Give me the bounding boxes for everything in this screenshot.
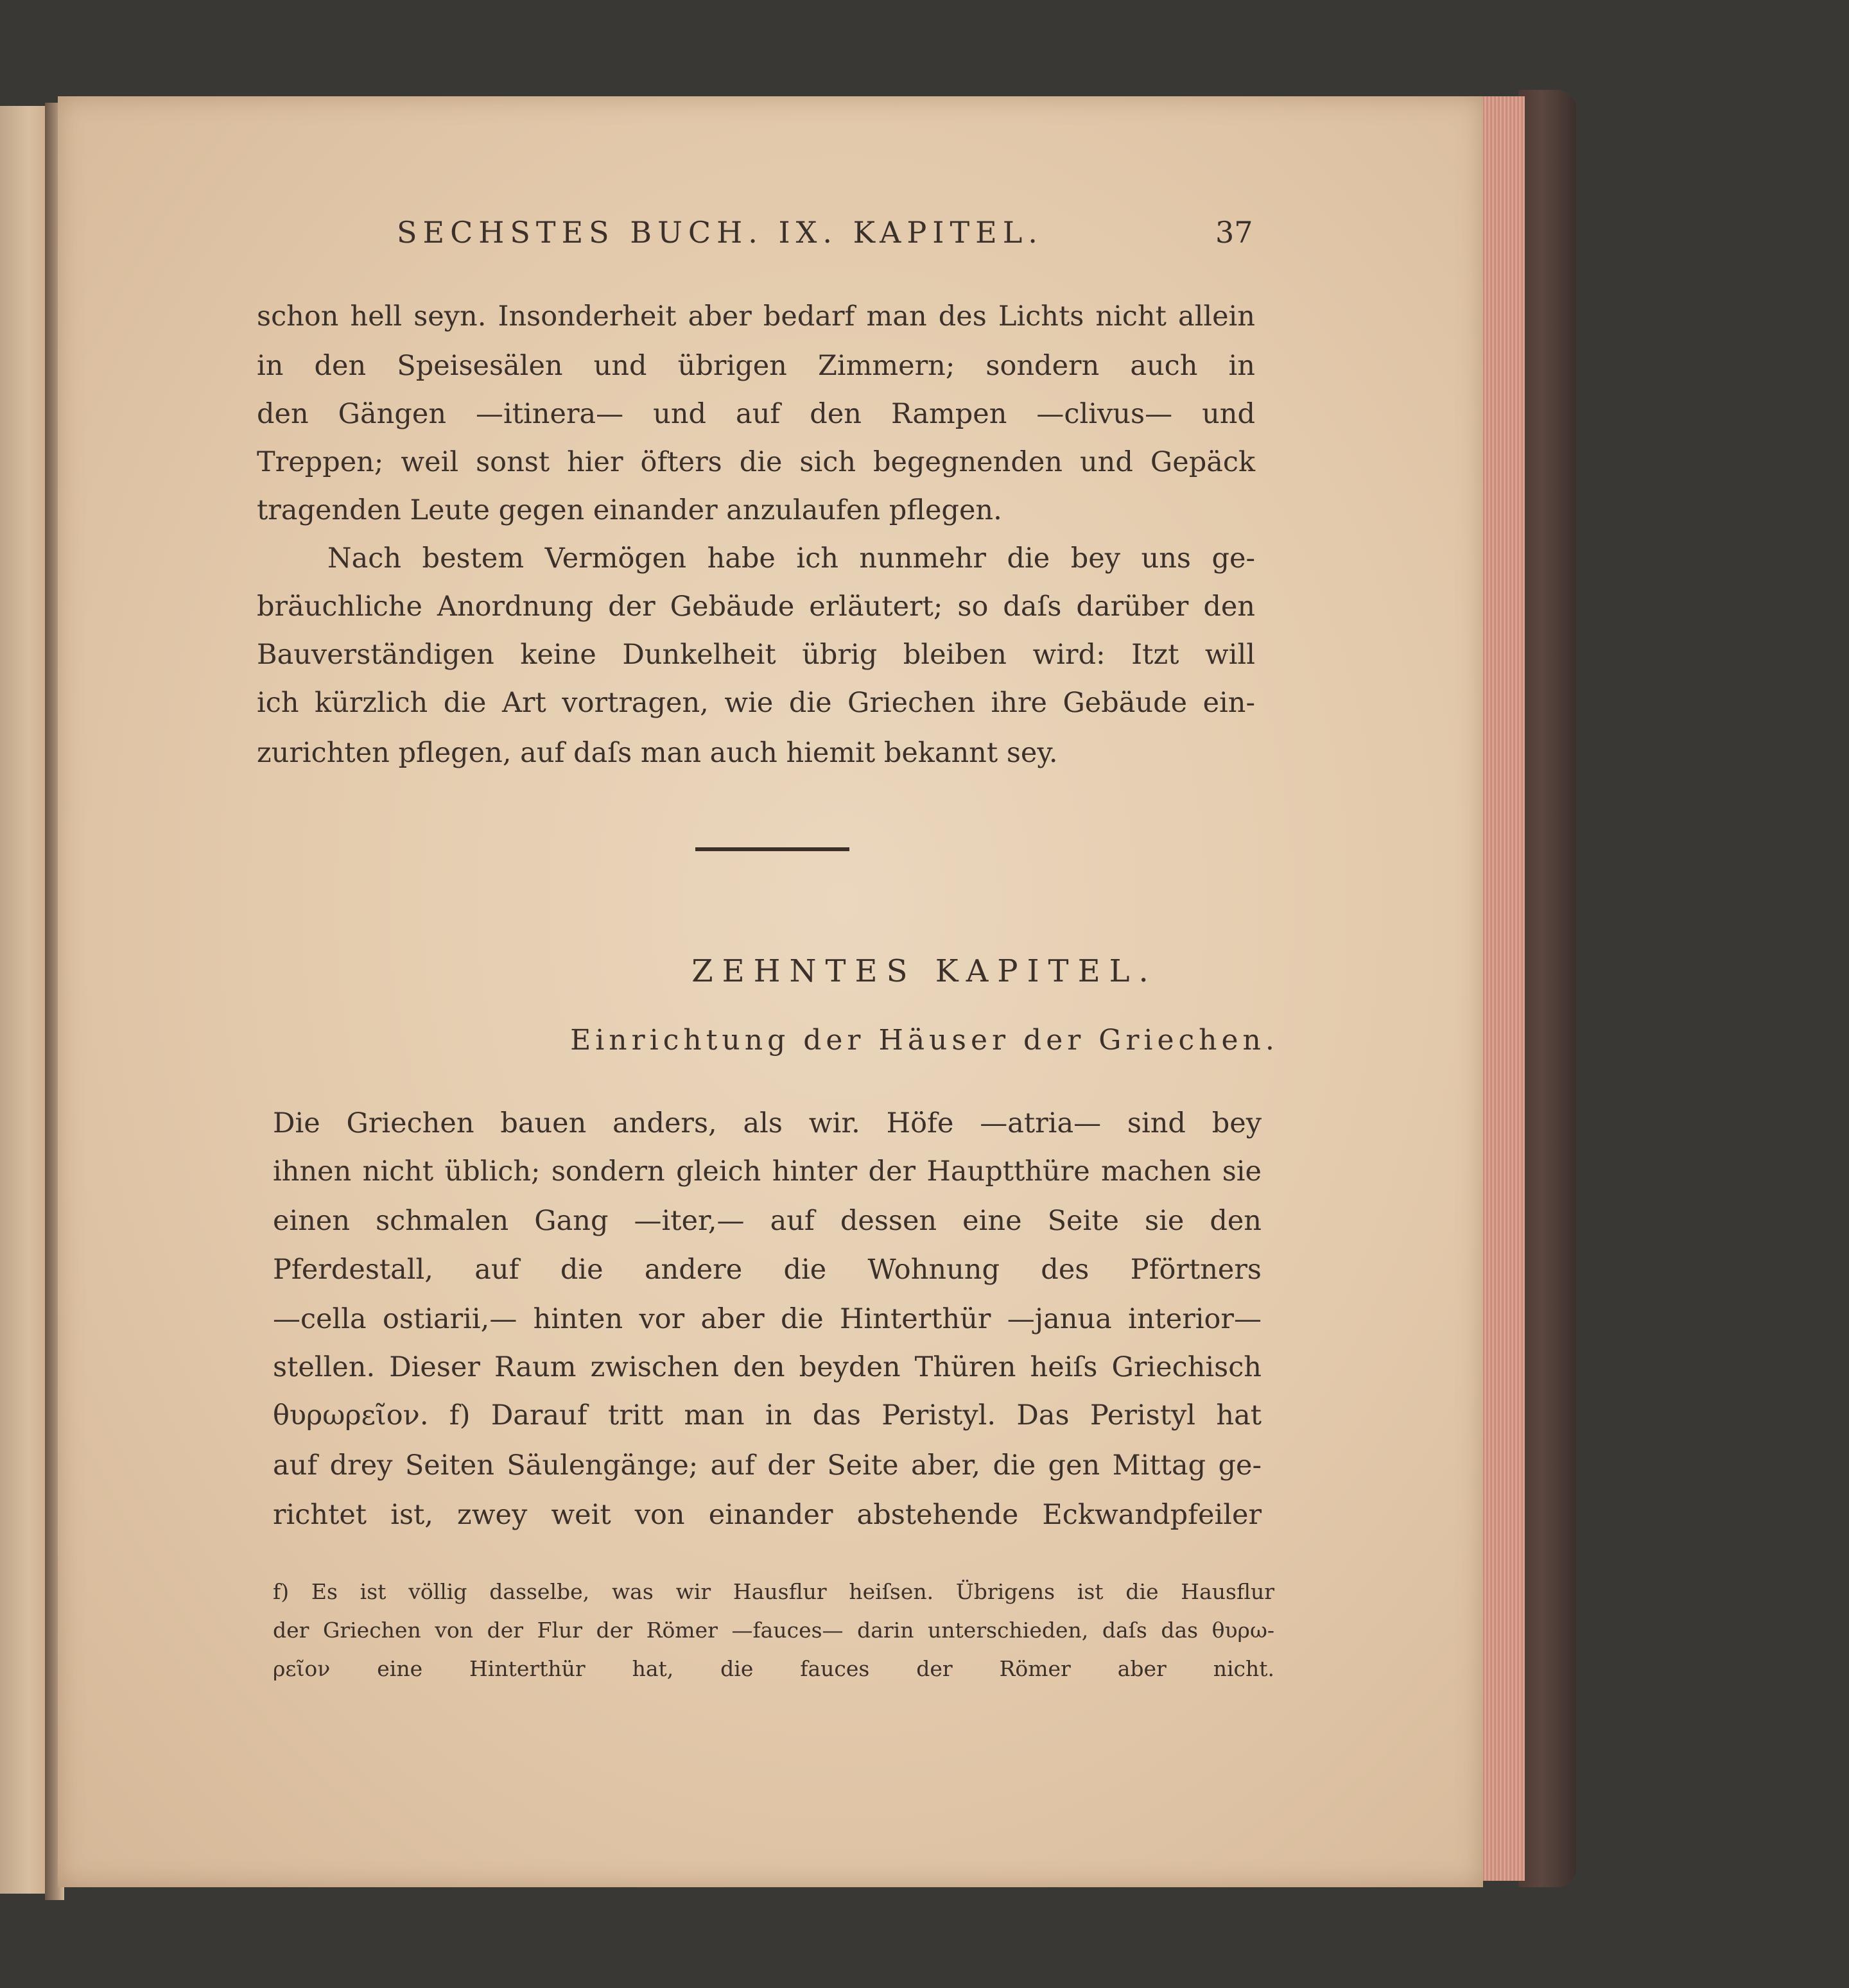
footnote-line: der Griechen von der Flur der Römer —fauces— darin unterschieden, daſs das θυρω- — [273, 1618, 1274, 1643]
text-line: Nach bestem Vermögen habe ich nunmehr die bey uns ge- — [327, 542, 1255, 575]
chapter-subtitle: Einrichtung der Häuser der Griechen. — [570, 1024, 1279, 1057]
text-line: stellen. Dieser Raum zwischen den beyden Thüren heiſs Griechisch — [273, 1351, 1262, 1383]
text-line: schon hell seyn. Insonderheit aber bedarf man des Lichts nicht allein — [257, 300, 1255, 333]
footnote-line: f) Es ist völlig dasselbe, was wir Hausflur heiſsen. Übrigens ist die Hausflur — [273, 1579, 1274, 1604]
footnote-line: ρεῖον eine Hinterthür hat, die fauces der Römer aber nicht. — [273, 1656, 1274, 1681]
text-line: ich kürzlich die Art vortragen, wie die Griechen ihre Gebäude ein- — [257, 687, 1255, 719]
section-divider — [695, 847, 849, 851]
text-line: richtet ist, zwey weit von einander abstehende Eckwandpfeiler — [273, 1499, 1262, 1531]
running-title: SECHSTES BUCH. IX. KAPITEL. — [397, 215, 1043, 250]
text-line: —cella ostiarii,— hinten vor aber die Hinterthür —janua interior— — [273, 1303, 1262, 1335]
text-line: auf drey Seiten Säulengänge; auf der Seite aber, die gen Mittag ge- — [273, 1449, 1262, 1482]
chapter-title: ZEHNTES KAPITEL. — [691, 953, 1158, 989]
text-line: in den Speisesälen und übrigen Zimmern; sondern auch in — [257, 350, 1255, 382]
text-line: Bauverständigen keine Dunkelheit übrig bleiben wird: Itzt will — [257, 639, 1255, 671]
page-number: 37 — [1215, 215, 1253, 250]
text-line: Die Griechen bauen anders, als wir. Höfe —atria— sind bey — [273, 1107, 1262, 1139]
text-line: bräuchliche Anordnung der Gebäude erläutert; so daſs darüber den — [257, 591, 1255, 623]
text-line: Pferdestall, auf die andere die Wohnung des Pförtners — [273, 1254, 1262, 1286]
text-line: tragenden Leute gegen einander anzulaufen pflegen. — [257, 494, 1002, 526]
text-line: Treppen; weil sonst hier öfters die sich begegnenden und Gepäck — [257, 446, 1255, 478]
text-line: den Gängen —itinera— und auf den Rampen —clivus— und — [257, 398, 1255, 430]
text-line: zurichten pflegen, auf daſs man auch hiemit bekannt sey. — [257, 737, 1058, 769]
text-line: einen schmalen Gang —iter,— auf dessen eine Seite sie den — [273, 1205, 1262, 1237]
text-line: θυρωρεῖον. f) Darauf tritt man in das Peristyl. Das Peristyl hat — [273, 1399, 1262, 1431]
text-line: ihnen nicht üblich; sondern gleich hinter der Hauptthüre machen sie — [273, 1155, 1262, 1188]
